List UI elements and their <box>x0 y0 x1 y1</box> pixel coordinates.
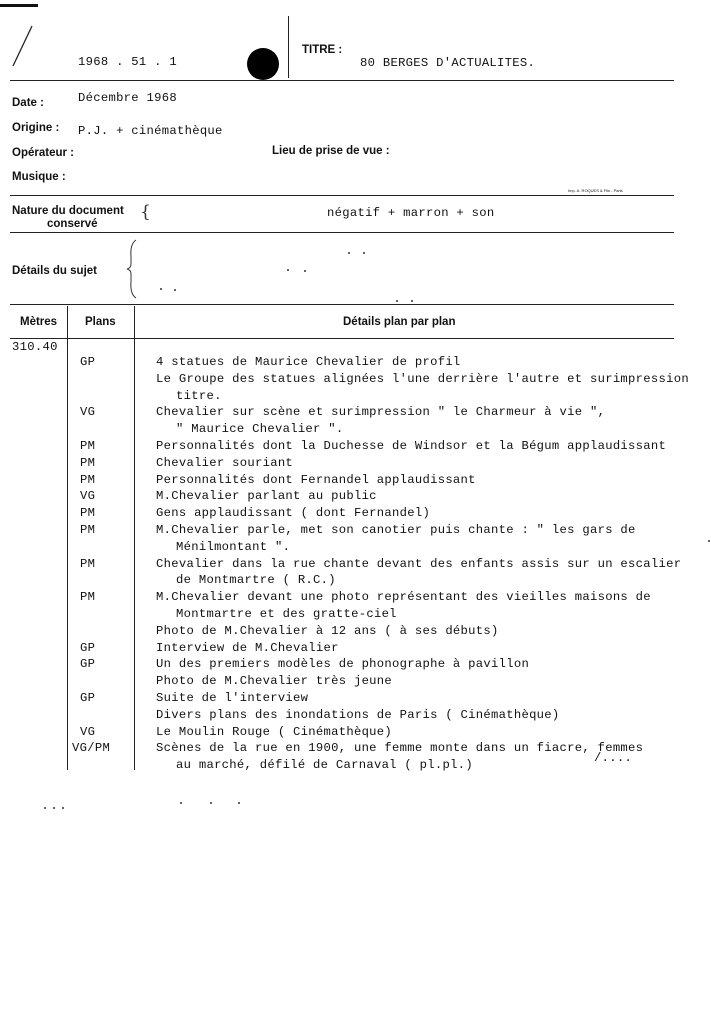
title-separator <box>288 16 289 78</box>
plan-description: 4 statues de Maurice Chevalier de profil <box>156 355 461 369</box>
col-separator-plans <box>134 306 135 770</box>
speck <box>708 540 710 542</box>
lieu-label: Lieu de prise de vue : <box>272 145 390 157</box>
plan-code: GP <box>80 641 96 655</box>
plan-code: PM <box>80 590 96 604</box>
speck <box>174 289 176 291</box>
col-details-header: Détails plan par plan <box>343 316 456 328</box>
plan-description: Gens applaudissant ( dont Fernandel) <box>156 506 431 520</box>
musique-label: Musique : <box>12 171 66 183</box>
plan-description: titre. <box>176 389 222 403</box>
plan-code: VG/PM <box>72 741 111 755</box>
speck <box>238 802 240 804</box>
corner-mark <box>0 4 38 7</box>
col-plans-header: Plans <box>85 316 116 328</box>
metres-value: 310.40 <box>12 340 58 354</box>
speck <box>53 807 55 809</box>
plan-code: PM <box>80 557 96 571</box>
plan-description: Chevalier souriant <box>156 456 294 470</box>
nature-rule <box>10 232 674 233</box>
plan-description: M.Chevalier parlant au public <box>156 489 377 503</box>
details-sujet-label: Détails du sujet <box>12 265 97 277</box>
origine-label: Origine : <box>12 122 60 134</box>
nature-value: négatif + marron + son <box>327 206 495 220</box>
speck <box>44 807 46 809</box>
plan-code: VG <box>80 489 96 503</box>
speck <box>363 252 365 254</box>
col-metres-header: Mètres <box>20 316 58 328</box>
speck <box>62 807 64 809</box>
plan-description: Chevalier sur scène et surimpression " le Charmeur à vie ", <box>156 405 606 419</box>
plan-code: GP <box>80 657 96 671</box>
nature-label: Nature du document <box>12 205 124 217</box>
table-header-rule <box>10 338 674 339</box>
plan-description: Photo de M.Chevalier à 12 ans ( à ses débuts) <box>156 624 499 638</box>
speck <box>180 802 182 804</box>
plan-description: Divers plans des inondations de Paris ( Cinémathèque) <box>156 708 560 722</box>
titre-value: 80 BERGES D'ACTUALITES. <box>360 56 536 70</box>
plan-description: Un des premiers modèles de phonographe à pavillon <box>156 657 530 671</box>
plan-description: Personnalités dont Fernandel applaudissant <box>156 473 476 487</box>
nature-brace: { <box>140 202 151 222</box>
table-top-rule <box>10 304 674 305</box>
header-rule <box>10 80 674 81</box>
col-separator-metres <box>67 306 68 770</box>
header-block-rule <box>10 195 674 196</box>
speck <box>304 270 306 272</box>
speck <box>210 802 212 804</box>
plan-description: Le Moulin Rouge ( Cinémathèque) <box>156 725 393 739</box>
speck <box>287 269 289 271</box>
reference-number: 1968 . 51 . 1 <box>78 55 177 69</box>
plan-description: Interview de M.Chevalier <box>156 641 339 655</box>
plan-code: VG <box>80 405 96 419</box>
speck <box>160 288 162 290</box>
nature-label-line2: conservé <box>47 218 98 230</box>
speck <box>411 300 413 302</box>
plan-description: Photo de M.Chevalier très jeune <box>156 674 393 688</box>
speck <box>348 252 350 254</box>
plan-code: PM <box>80 506 96 520</box>
plan-description: Chevalier dans la rue chante devant des enfants assis sur un escalier <box>156 557 682 571</box>
plan-code: VG <box>80 725 96 739</box>
plan-description: M.Chevalier devant une photo représentant des vieilles maisons de <box>156 590 651 604</box>
plan-description: Suite de l'interview <box>156 691 309 705</box>
plan-description: M.Chevalier parle, met son canotier puis chante : " les gars de <box>156 523 636 537</box>
plan-description: de Montmartre ( R.C.) <box>176 573 336 587</box>
plan-code: PM <box>80 473 96 487</box>
continuation-mark: /.... <box>594 751 633 765</box>
plan-description: au marché, défilé de Carnaval ( pl.pl.) <box>176 758 473 772</box>
plan-code: GP <box>80 691 96 705</box>
plan-code: PM <box>80 456 96 470</box>
date-value: Décembre 1968 <box>78 91 177 105</box>
plan-code: PM <box>80 439 96 453</box>
plan-description: Montmartre et des gratte-ciel <box>176 607 397 621</box>
plan-description: Personnalités dont la Duchesse de Windsor et la Bégum applaudissant <box>156 439 667 453</box>
speck <box>396 300 398 302</box>
printer-mark: Imp. A. ROQUES & Fils - Paris <box>568 188 623 193</box>
plan-description: Le Groupe des statues alignées l'une derrière l'autre et surimpression <box>156 372 689 386</box>
plan-description: Scènes de la rue en 1900, une femme monte dans un fiacre, femmes <box>156 741 644 755</box>
plan-description: " Maurice Chevalier ". <box>176 422 344 436</box>
punch-hole <box>247 48 279 80</box>
date-label: Date : <box>12 97 44 109</box>
plan-description: Ménilmontant ". <box>176 540 291 554</box>
operateur-label: Opérateur : <box>12 147 74 159</box>
origine-value: P.J. + cinémathèque <box>78 124 223 138</box>
details-brace <box>126 238 140 300</box>
plan-code: GP <box>80 355 96 369</box>
plan-code: PM <box>80 523 96 537</box>
titre-label: TITRE : <box>302 44 343 56</box>
diagonal-stroke <box>8 22 38 72</box>
